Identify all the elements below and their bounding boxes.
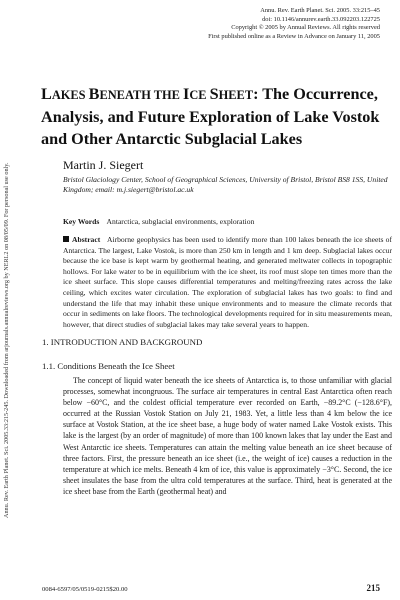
title-small-2: ENEATH THE [99,88,184,102]
title-cap-2: B [88,85,100,103]
abstract [63,235,392,330]
keywords-text: Antarctica, subglacial environments, exploration [106,217,255,226]
download-side-note: Annu. Rev. Earth Planet. Sci. 2005.33:215-245. Downloaded from arjournals.annualreviews.org by NERL2 on 08/05/09. For personal use only. [3,162,10,518]
published-line: First published online as a Review in Advance on January 11, 2005 [208,32,380,40]
title-small-1: AKES [51,88,89,102]
page-number: 215 [366,583,380,593]
title-rest: : The Occurrence, Analysis, and Future Exploration of Lake Vostok and Other Antarctic Subglacial Lakes [41,85,380,148]
keywords [63,217,393,226]
keywords-label: Key Words [63,217,100,226]
author-name: Martin J. Siegert [63,158,144,172]
title-small-4: HEET [218,88,254,102]
title-cap-4: S [209,85,219,103]
journal-header [120,7,380,41]
subsection-heading-1-1: 1.1. Conditions Beneath the Ice Sheet [42,361,175,371]
square-bullet-icon [63,236,69,242]
copyright-line: Copyright © 2005 by Annual Reviews. All rights reserved [231,24,380,32]
abstract-label: Abstract [72,235,101,244]
journal-citation: Annu. Rev. Earth Planet. Sci. 2005. 33:215–45 [260,7,380,14]
title-small-3: CE [189,88,210,102]
title-cap-3: I [183,85,190,103]
section-heading-1: 1. INTRODUCTION AND BACKGROUND [42,337,203,347]
article-title [41,83,386,150]
author-affiliation: Bristol Glaciology Center, School of Geographical Sciences, University of Bristol, Bristol BS8 1SS, United Kingdom; email: m.j.siegert@bristol.ac.uk [63,175,388,194]
abstract-text: Airborne geophysics has been used to identify more than 100 lakes beneath the ice sheets of Antarctica. The largest, Lake Vostok, is more than 250 km in length and 1 km deep. Subglacial lakes occur because the ice base is kept warm by geothermal heating, and generated meltwater collects in topographic hollows. For lake water to be in equilibrium with the ice sheet, its roof must slope ten times more than the ice sheet surface. This slope causes differential temperatures and melting/freezing rates across the lake ceiling, which excites water circulation. The exploration of subglacial lakes has two goals: to find and understand the life that may inhabit these unique environments and to measure the climate records that occur in sediments on lake floors. The technological developments required for in situ measurements mean, however, that direct studies of subglacial lakes may take several years to happen. [63,235,392,329]
body-paragraph: The concept of liquid water beneath the ice sheets of Antarctica is, to those unfamiliar with glacial processes, somewhat incongruous. The surface air temperatures in central East Antarctica often reach below −60°C, and the coldest official temperature ever recorded on Earth, −89.2°C (−128.6°F), occurred at the Russian Vostok Station on July 21, 1983. Yet, a little less than 4 km below the ice surface at Vostok Station, at the ice sheet base, a huge body of water named Lake Vostok exists. This lake is the largest (by an order of magnitude) of more than 100 known lakes that lay under the East and West Antarctic ice sheets. Temperatures can attain the melting value beneath an ice sheet because of three factors. First, the pressure beneath an ice sheet (i.e., the weight of ice) causes a reduction in the temperature at which ice melts. Beneath 4 km of ice, this value is approximately −3°C. Second, the ice sheet insulates the base from the ultra cold temperatures at the surface. Third, heat is generated at the ice sheet base from the Earth (geothermal heat) and [63,376,392,496]
footer-code: 0084-6597/05/0519-0215$20.00 [42,586,128,593]
title-cap-1: L [41,85,52,103]
doi-line[interactable]: doi: 10.1146/annurev.earth.33.092203.122725 [262,15,380,23]
